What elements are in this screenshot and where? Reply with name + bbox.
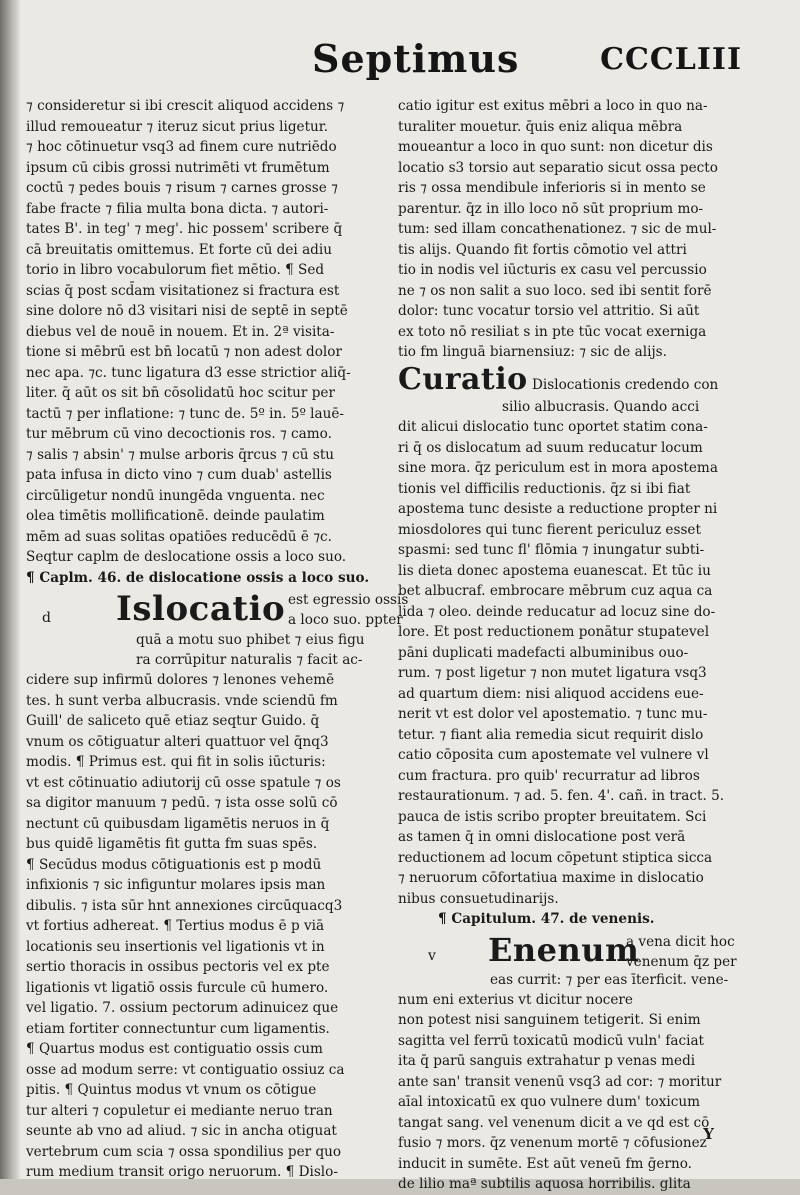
initial-under-line: ra corrūpitur naturalis ⁊ facit ac- <box>136 652 363 668</box>
text-line: bet albucraf. embrocare mēbrum cuz aqua ca <box>398 583 713 599</box>
text-line: Guill' de saliceto quē etiaz seqtur Guido. q̄ <box>26 713 320 729</box>
text-line: ri q̄ os dislocatum ad suum reducatur locum <box>398 439 703 456</box>
text-line: bus quidē ligamētis fit gutta fm suas spēs. <box>26 836 318 852</box>
text-line: scias q̄ post scd̄am visitationez si fractura est <box>26 282 340 299</box>
text-line: ⁊ hoc cōtinuetur vsq3 ad finem cure nutriēdo <box>26 139 337 155</box>
text-line: vt est cōtinuatio adiutorij cū osse spatule ⁊ os <box>26 774 341 791</box>
text-line: rum. ⁊ post ligetur ⁊ non mutet ligatura vsq3 <box>398 665 707 681</box>
text-line: sagitta vel ferrū toxicatū modicū vuln' faciat <box>398 1032 705 1049</box>
guide-letter: v <box>428 947 436 964</box>
text-line: vt fortius adhereat. ¶ Tertius modus ē p viā <box>26 918 325 934</box>
text-line: etiam fortiter connectuntur cum ligamentis. <box>26 1020 330 1037</box>
text-line: tio in nodis vel iūcturis ex casu vel percussio <box>398 262 707 278</box>
curatio-side-line: silio albucrasis. Quando acci <box>502 398 700 415</box>
text-line: pauca de istis scribo propter breuitatem. Sci <box>398 808 707 825</box>
guide-letter: d <box>42 610 51 626</box>
text-line: tactū ⁊ per inflatione: ⁊ tunc de. 5º in. 5º lauē- <box>26 405 345 422</box>
text-line: cā breuitatis omittemus. Et forte cū dei adiu <box>26 241 332 258</box>
text-line: circūligetur nondū inungēda vnguenta. nec <box>26 487 325 504</box>
text-line: modis. ¶ Primus est. qui fit in solis iūcturis: <box>26 754 326 770</box>
initial-under-line: eas currit: ⁊ per eas īterficit. vene- <box>490 971 729 988</box>
text-line: fabe fracte ⁊ filia multa bona dicta. ⁊ autori- <box>26 200 329 217</box>
text-line: rum medium transit origo neruorum. ¶ Dislo- <box>26 1164 338 1180</box>
text-line: spasmi: sed tunc fl' flōmia ⁊ inungatur subti- <box>398 542 705 558</box>
curatio-heading: Curatio <box>398 361 528 397</box>
text-line: lis dieta donec apostema euanescat. Et tūc iu <box>398 562 711 579</box>
text-line: seunte ab vno ad aliud. ⁊ sic in ancha otiguat <box>26 1123 337 1139</box>
text-line: restaurationum. ⁊ ad. 5. fen. 4'. cañ. in tract. 5. <box>398 788 725 804</box>
venenum-initial-block <box>398 930 760 990</box>
initial-side-line: est egressio ossis <box>288 592 409 608</box>
text-line: non potest nisi sanguinem tetigerit. Si enim <box>398 1012 701 1028</box>
text-line: Seqtur caplm de deslocatione ossis a loco suo. <box>26 549 347 565</box>
text-line: pāni duplicati madefacti albuminibus ouo- <box>398 644 689 661</box>
initial-side-line: a loco suo. ppter <box>288 612 403 628</box>
text-line: dit alicui dislocatio tunc oportet statim cona- <box>398 419 708 435</box>
initial-side-line: venenum q̄z per <box>626 953 737 970</box>
text-line: de lilio maª subtilis aquosa horribilis. glita <box>398 1176 691 1192</box>
text-line: tio fm linguā biarnensiuz: ⁊ sic de alijs. <box>398 344 667 360</box>
text-line: miosdolores qui tunc fierent periculuz esset <box>398 521 701 538</box>
text-line: tangat sang. vel venenum dicit a ve qd est cō <box>398 1114 710 1131</box>
text-line: nectunt cū quibusdam ligamētis neruos in q̄ <box>26 815 330 832</box>
text-line: tis alijs. Quando fit fortis cōmotio vel attri <box>398 241 687 258</box>
text-line: tum: sed illam concathenationez. ⁊ sic de mul- <box>398 221 717 237</box>
text-line: tionis vel difficilis reductionis. q̄z si ibi fiat <box>398 480 691 497</box>
initial-under-line: quā a motu suo phibet ⁊ eius figu <box>136 632 365 648</box>
text-line: liter. q̄ aūt os sit bn̄ cōsolidatū hoc scitur per <box>26 385 335 401</box>
text-line: sa digitor manuum ⁊ pedū. ⁊ ista osse solū cō <box>26 795 338 811</box>
text-line: ⁊ neruorum cōfortatiua maxime in dislocatio <box>398 870 704 886</box>
text-line: ad quartum diem: nisi aliquod accidens eue- <box>398 685 704 702</box>
text-line: vnum os cōtiguatur alteri quattuor vel q̄nq3 <box>26 733 329 750</box>
chapter-46-heading: ¶ Caplm. 46. de dislocatione ossis a loco suo. <box>26 569 370 586</box>
text-line: catio cōposita cum apostemate vel vulnere vl <box>398 747 709 763</box>
text-line: olea timētis mollificationē. deinde paulatim <box>26 508 325 524</box>
running-title: Septimus <box>312 36 520 81</box>
text-line: vertebrum cum scia ⁊ ossa spondilius per quo <box>26 1143 342 1160</box>
text-line: ¶ Secūdus modus cōtiguationis est p modū <box>26 856 322 873</box>
text-line: ne ⁊ os non salit a suo loco. sed ibi sentit forē <box>398 282 712 299</box>
text-line: lore. Et post reductionem ponātur stupatevel <box>398 624 710 640</box>
left-text-block-a <box>26 96 392 568</box>
text-line: sine mora. q̄z periculum est in mora apostema <box>398 460 718 476</box>
chapter-47-heading: ¶ Capitulum. 47. de venenis. <box>438 911 655 927</box>
text-line: tetur. ⁊ fiant alia remedia sicut requirit dislo <box>398 726 704 743</box>
text-line: osse ad modum serre: vt contiguatio ossiuz ca <box>26 1061 345 1078</box>
text-line: dolor: tunc vocatur torsio vel attritio. Si aūt <box>398 303 700 319</box>
text-line: vel ligatio. 7. ossium pectorum adinuicez que <box>26 1000 339 1016</box>
signature-mark: Y <box>703 1125 714 1143</box>
text-line: moueantur a loco in quo sunt: non dicetur dis <box>398 139 713 155</box>
text-line: apostema tunc desiste a reductione propter ni <box>398 501 718 517</box>
text-line: dibulis. ⁊ ista sūr hnt annexiones circūquacq3 <box>26 897 343 914</box>
text-line: lida ⁊ oleo. deinde reducatur ad locuz sine do- <box>398 603 716 620</box>
binding-shadow <box>0 0 20 1179</box>
left-text-block-b <box>26 670 392 1183</box>
left-column <box>26 96 409 1183</box>
text-line: pata infusa in dicto vino ⁊ cum duab' astellis <box>26 467 332 483</box>
text-line: sertio thoracis in ossibus pectoris vel ex pte <box>26 959 330 975</box>
right-text-block-b <box>398 417 760 909</box>
text-line: torio in libro vocabulorum fiet mētio. ¶ Sed <box>26 262 325 278</box>
text-line: diebus vel de nouē in nouem. Et in. 2ª visita- <box>26 323 335 340</box>
text-line: num eni exterius vt dicitur nocere <box>398 991 633 1008</box>
text-line: ex toto nō resiliat s in pte tūc vocat exerniga <box>398 323 707 340</box>
text-line: cidere sup infirmū dolores ⁊ lenones vehemē <box>26 672 335 688</box>
running-header <box>300 36 750 86</box>
text-line: tione si mēbrū est bn̄ locatū ⁊ non adest dolor <box>26 344 342 360</box>
text-line: fusio ⁊ mors. q̄z venenum mortē ⁊ cōfusionez <box>398 1135 707 1151</box>
text-line: ⁊ consideretur si ibi crescit aliquod accidens ⁊ <box>26 98 345 114</box>
decorated-initial-word: Enenum <box>488 930 640 969</box>
text-line: parentur. q̄z in illo loco nō sūt proprium mo- <box>398 200 704 217</box>
text-line: infixionis ⁊ sic infiguntur molares ipsis man <box>26 877 326 893</box>
right-text-block-c <box>398 990 760 1195</box>
text-line: reductionem ad locum cōpetunt stiptica sicca <box>398 849 713 866</box>
decorated-initial-word: Islocatio <box>116 589 286 629</box>
text-line: ligationis vt ligatiō ossis furcule cū humero. <box>26 979 329 996</box>
text-line: coctū ⁊ pedes bouis ⁊ risum ⁊ carnes grosse ⁊ <box>26 180 338 196</box>
text-line: sine dolore nō d3 visitari nisi de septē in septē <box>26 303 348 319</box>
text-line: nibus consuetudinarijs. <box>398 890 559 907</box>
text-line: ris ⁊ ossa mendibule inferioris si in mento se <box>398 180 706 196</box>
initial-side-line: a vena dicit hoc <box>626 933 735 950</box>
text-line: nerit vt est dolor vel apostematio. ⁊ tunc mu- <box>398 706 708 722</box>
text-line: ¶ Quartus modus est contiguatio ossis cum <box>26 1041 323 1057</box>
text-line: tates B'. in teg' ⁊ meg'. hic possem' scribere q̄ <box>26 221 343 237</box>
text-line: locationis seu insertionis vel ligationis vt in <box>26 938 325 955</box>
folio-number: CCCLIII <box>600 42 742 77</box>
text-line: tur alteri ⁊ copuletur ei mediante neruo tran <box>26 1102 333 1119</box>
text-line: locatio s3 torsio aut separatio sicut ossa pecto <box>398 159 718 176</box>
text-line: cum fractura. pro quib' recurratur ad libros <box>398 767 700 784</box>
text-line: catio igitur est exitus mēbri a loco in quo na- <box>398 98 708 114</box>
curatio-heading-line <box>398 363 760 397</box>
text-line: pitis. ¶ Quintus modus vt vnum os cōtigue <box>26 1082 317 1098</box>
text-line: ⁊ salis ⁊ absin' ⁊ mulse arboris q̄rcus ⁊ cū stu <box>26 446 335 463</box>
text-line: as tamen q̄ in omni dislocatione post verā <box>398 829 686 845</box>
text-line: inducit in sumēte. Est aūt veneū fm ḡerno. <box>398 1155 692 1172</box>
dislocatio-initial-block <box>26 588 409 670</box>
text-line: turaliter mouetur. q̄uis eniz aliqua mēbra <box>398 118 683 135</box>
text-line: ante san' transit venenū vsq3 ad cor: ⁊ moritur <box>398 1073 722 1090</box>
text-line: nec apa. ⁊c. tunc ligatura d3 esse strictior aliq̄- <box>26 364 351 381</box>
text-line: tur mēbrum cū vino decoctionis ros. ⁊ camo. <box>26 426 332 442</box>
text-line: mēm ad suas solitas opatiōes reducēdū ē ⁊c. <box>26 528 332 545</box>
text-line: tes. h sunt verba albucrasis. vnde sciendū fm <box>26 692 338 709</box>
text-line: illud remoueatur ⁊ iteruz sicut prius ligetur. <box>26 118 329 135</box>
text-line: aīal intoxicatū ex quo vulnere dum' toxicum <box>398 1094 701 1110</box>
right-column <box>398 96 760 1195</box>
right-text-block-a <box>398 96 760 363</box>
text-line: ipsum cū cibis grossi nutrimēti vt frumētum <box>26 159 330 176</box>
text-line: ita q̄ parū sanguis extrahatur p venas medi <box>398 1053 696 1069</box>
curatio-side-line: Dislocationis credendo con <box>532 376 719 393</box>
